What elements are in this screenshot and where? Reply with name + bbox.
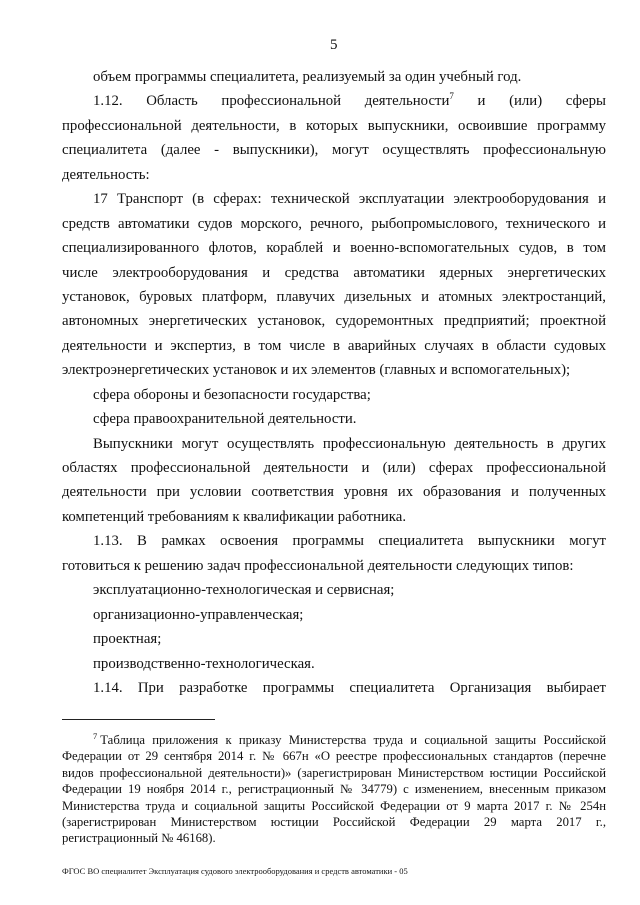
footnote-line: (зарегистрирован Министерством юстиции Российской Федерации 29 марта 2017 г., [62, 814, 606, 829]
text-line: специализированного флотов, кораблей и военно-вспомогательных судов, в том [62, 240, 606, 257]
text-line: сфера обороны и безопасности государства; [93, 386, 371, 403]
text-segment: Таблица приложения к приказу Министерства труда и социальной защиты Российской [100, 733, 606, 747]
paragraph [62, 432, 606, 530]
paragraph [62, 407, 606, 431]
text-line: деятельности и экспертиз, в том числе в аварийных случаях в области судовых [62, 337, 606, 354]
text-line: объем программы специалитета, реализуемый за один учебный год. [93, 69, 522, 85]
footnote-separator [62, 719, 215, 720]
text-line: специалитета (далее - выпускники), могут осуществлять профессиональную [62, 142, 606, 159]
text-line: эксплуатационно-технологическая и сервисная; [93, 582, 395, 599]
text-line: организационно-управленческая; [93, 606, 304, 623]
text-line: деятельности при условии соответствия уровня их образования и полученных [62, 484, 606, 501]
text-line: 17 Транспорт (в сферах: технической эксплуатации электрооборудования и [93, 191, 606, 208]
text-line: сфера правоохранительной деятельности. [93, 411, 357, 428]
footnote-line: видов профессиональной деятельности)» (зарегистрирован Министерством юстиции Российской [62, 765, 606, 780]
footnote-line: регистрационный № 46168). [62, 831, 216, 846]
text-line: средств автоматики судов морского, речного, рыбопромыслового, технического и [62, 215, 606, 232]
text-line: числе электрооборудования и средства автоматики ядерных энергетических [62, 264, 606, 281]
text-segment: и (или) сферы [477, 93, 607, 110]
paragraph [62, 627, 606, 651]
text-line: компетенций требованиям к квалификации работника. [62, 508, 407, 525]
text-line: 1.14. При разработке программы специалитета Организация выбирает [93, 679, 606, 696]
text-line: производственно-технологическая. [93, 655, 315, 672]
paragraph [62, 578, 606, 602]
body-text [62, 65, 606, 700]
footer-caption: ФГОС ВО специалитет Эксплуатация судового электрооборудования и средств автоматики - 05 [62, 866, 408, 876]
paragraph [62, 383, 606, 407]
text-line: Выпускники могут осуществлять профессиональную деятельность в других [93, 435, 606, 452]
footnote-line: Федерации от 29 сентября 2014 г. № 667н «О реестре профессиональных стандартов (перечне [62, 749, 606, 764]
text-line: областях профессиональной деятельности и (или) сферах профессиональной [62, 460, 606, 476]
text-line [62, 89, 606, 113]
footnote-line: Министерства труда и социальной защиты Российской Федерации от 9 марта 2017 г. № 254н [62, 798, 606, 813]
footnote-marker: 7 [93, 731, 98, 741]
footnote-reference: 7 [449, 91, 454, 102]
paragraph [62, 603, 606, 627]
text-line: установок, буровых платформ, плавучих дизельных и атомных электростанций, [62, 288, 606, 305]
paragraph [62, 187, 606, 383]
text-line: проектная; [93, 631, 162, 648]
text-line: электроэнергетических установок и их элементов (главных и вспомогательных); [62, 362, 571, 379]
footnote-line: Федерации 19 ноября 2014 г., регистрационный № 34779) с изменением, внесенным приказом [62, 782, 606, 797]
footnote-line [62, 732, 606, 748]
footnote [62, 732, 606, 847]
text-line: 1.13. В рамках освоения программы специалитета выпускники могут [93, 533, 606, 550]
paragraph [62, 529, 606, 578]
paragraph [62, 652, 606, 676]
page-number: 5 [330, 37, 338, 53]
text-line: готовиться к решению задач профессиональной деятельности следующих типов: [62, 557, 574, 574]
text-line: профессиональной деятельности, в которых выпускники, освоившие программу [62, 117, 606, 134]
text-line: деятельность: [62, 166, 150, 183]
paragraph [62, 65, 606, 89]
paragraph [62, 89, 606, 187]
text-line: автономных энергетических установок, судоремонтных предприятий; проектной [62, 313, 606, 330]
paragraph [62, 676, 606, 700]
text-segment: 1.12. Область профессиональной деятельности [93, 93, 450, 110]
